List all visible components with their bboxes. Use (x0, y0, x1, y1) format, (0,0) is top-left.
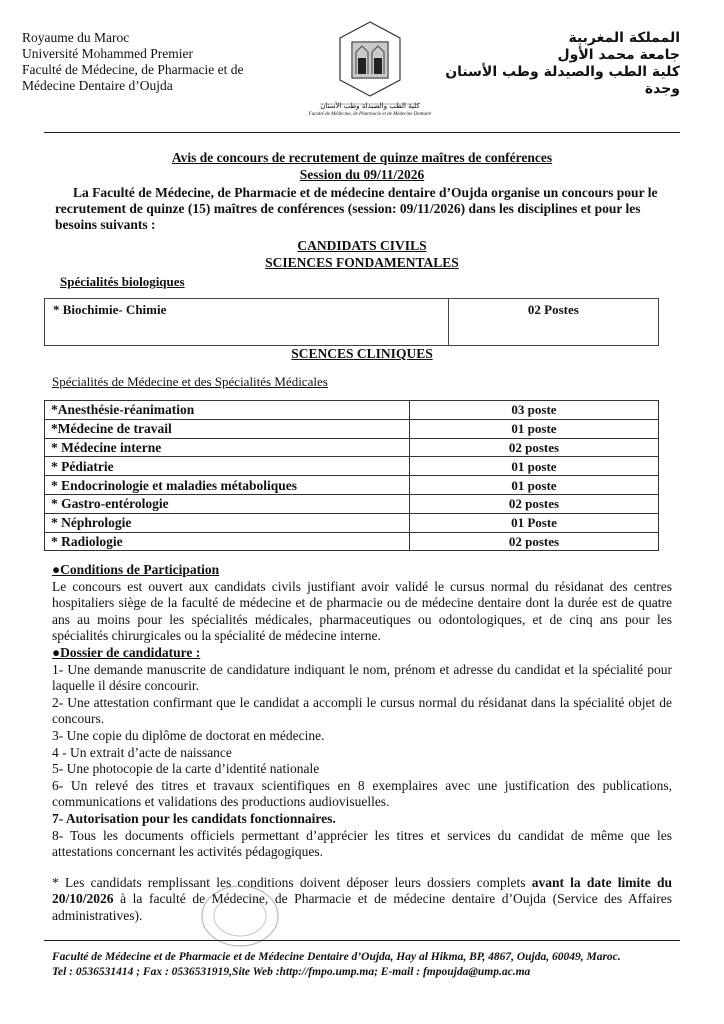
faculty-logo (300, 18, 440, 118)
header-left-line: Royaume du Maroc (22, 30, 130, 45)
deadline-notice (52, 875, 672, 925)
specialty-posts: 02 postes (410, 532, 659, 551)
specialty-posts: 01 Poste (410, 513, 659, 532)
specialty-name: * Gastro-entérologie (45, 494, 410, 513)
specialty-name: * Radiologie (45, 532, 410, 551)
table-row (45, 401, 659, 420)
specialty-posts: 01 poste (410, 457, 659, 476)
specialty-name: *Anesthésie-réanimation (45, 401, 410, 420)
dossier-item: 5- Une photocopie de la carte d’identité nationale (52, 761, 320, 777)
specialty-posts: 02 postes (410, 438, 659, 457)
med-specialties-table (44, 400, 659, 551)
dossier-item: 2- Une attestation confirmant que le candidat a accompli le cursus normal du résidanat dans la spécialité objet de concours. (52, 694, 672, 727)
header-left-line: Médecine Dentaire d’Oujda (22, 78, 173, 93)
header-left-institution (22, 30, 244, 94)
specialty-name: * Endocrinologie et maladies métaboliques (45, 476, 410, 495)
specialty-posts: 01 poste (410, 419, 659, 438)
table-row (45, 532, 659, 551)
conditions-text: Le concours est ouvert aux candidats civils justifiant avoir validé le cursus normal du résidanat des centres hospitaliers siège de la faculté de médecine et de pharmacie ou de médecine dentaire dont la durée est de quatre ans au moins pour les spécialités médicales, pharmaceutiques ou odontologiques, et de cinq ans pour les spécialités chirurgicales ou la spécialité de médecine interne. (52, 578, 672, 644)
dossier-heading: ●Dossier de candidature : (52, 644, 201, 660)
dossier-item: 1- Une demande manuscrite de candidature indiquant le nom, prénom et adresse du candidat et la spécialité pour laquelle il désire concourir. (52, 661, 672, 694)
specialty-posts: 02 postes (410, 494, 659, 513)
specialty-posts: 02 Postes (448, 299, 658, 346)
med-specialties-heading: Spécialités de Médecine et des Spécialités Médicales (52, 374, 328, 389)
table-row (45, 419, 659, 438)
notice-intro: La Faculté de Médecine, de Pharmacie et de médecine dentaire d’Oujda organise un concours pour le recrutement de quinze (15) maîtres de conférences (session: 09/11/2026) dans les disciplines et pour les besoins suivants : (55, 185, 658, 232)
dossier-item: 6- Un relevé des titres et travaux scientifiques en 8 exemplaires avec une justification des publications, communications et validations des productions audiovisuelles. (52, 777, 672, 810)
header-left-line: Faculté de Médecine, de Pharmacie et de (22, 62, 244, 77)
deadline-date: avant la date limite du 20/10/2026 (52, 874, 672, 907)
specialty-name: * Pédiatrie (45, 457, 410, 476)
header-right-line: كلية الطب والصيدلة وطب الأسنان (445, 64, 680, 80)
header-divider (44, 132, 680, 133)
header-right-line: وجدة (644, 81, 680, 97)
clinical-heading: SCENCES CLINIQUES (291, 346, 433, 361)
conditions-heading: ●Conditions de Participation (52, 562, 220, 577)
bio-specialties-heading: Spécialités biologiques (60, 274, 185, 289)
header-left-line: Université Mohammed Premier (22, 46, 193, 61)
notice-title: Avis de concours de recrutement de quinze maîtres de conférences (171, 150, 553, 165)
footer-divider (44, 940, 680, 941)
table-row (45, 513, 659, 532)
logo-french-caption: Faculté de Médecine, de Pharmacie et de Médecine Dentaire (308, 112, 432, 117)
table-row (45, 476, 659, 495)
dossier-item: 7- Autorisation pour les candidats fonctionnaires. (52, 810, 336, 826)
table-row (45, 438, 659, 457)
header-right-line: جامعة محمد الأول (557, 47, 680, 63)
deadline-text-part: * Les candidats remplissant les conditions doivent déposer leurs dossiers complets (52, 874, 532, 890)
notice-session: Session du 09/11/2026 (299, 167, 425, 182)
footer-address: Faculté de Médecine et de Pharmacie et de Médecine Dentaire d’Oujda, Hay al Hikma, BP, 4867, Oujda, 60049, Maroc. (52, 951, 621, 963)
fundamental-heading: SCIENCES FONDAMENTALES (265, 255, 459, 270)
specialty-name: * Médecine interne (45, 438, 410, 457)
specialty-name: *Médecine de travail (45, 419, 410, 438)
bio-specialties-table (44, 298, 659, 346)
deadline-text-part: à la faculté de Médecine, de Pharmacie et de médecine dentaire d’Oujda (Service des Affaires administratives). (52, 891, 672, 923)
header-right-institution (445, 30, 680, 98)
specialty-posts: 03 poste (410, 401, 659, 420)
specialty-posts: 01 poste (410, 476, 659, 495)
table-row (45, 457, 659, 476)
header-right-line: المملكة المغربية (568, 30, 680, 46)
dossier-item: 4 - Un extrait d’acte de naissance (52, 744, 232, 760)
dossier-item: 3- Une copie du diplôme de doctorat en médecine. (52, 727, 325, 743)
table-row (45, 299, 659, 346)
specialty-name: * Néphrologie (45, 513, 410, 532)
candidates-heading: CANDIDATS CIVILS (297, 238, 427, 253)
footer-contact (52, 950, 692, 980)
requirements-body (52, 562, 672, 924)
footer-contacts[interactable]: Tel : 0536531414 ; Fax : 0536531919,Site Web :http://fmpo.ump.ma; E-mail : fmpoujda@ump.ac.ma (52, 966, 531, 978)
specialty-name: * Biochimie- Chimie (45, 299, 449, 346)
table-row (45, 494, 659, 513)
dossier-item: 8- Tous les documents officiels permettant d’apprécier les titres et services du candidat de même que les attestations concernant les activités pédagogiques. (52, 827, 672, 860)
logo-arabic-caption: كلية الطب والصيدلة وطب الأسنان (320, 102, 420, 110)
